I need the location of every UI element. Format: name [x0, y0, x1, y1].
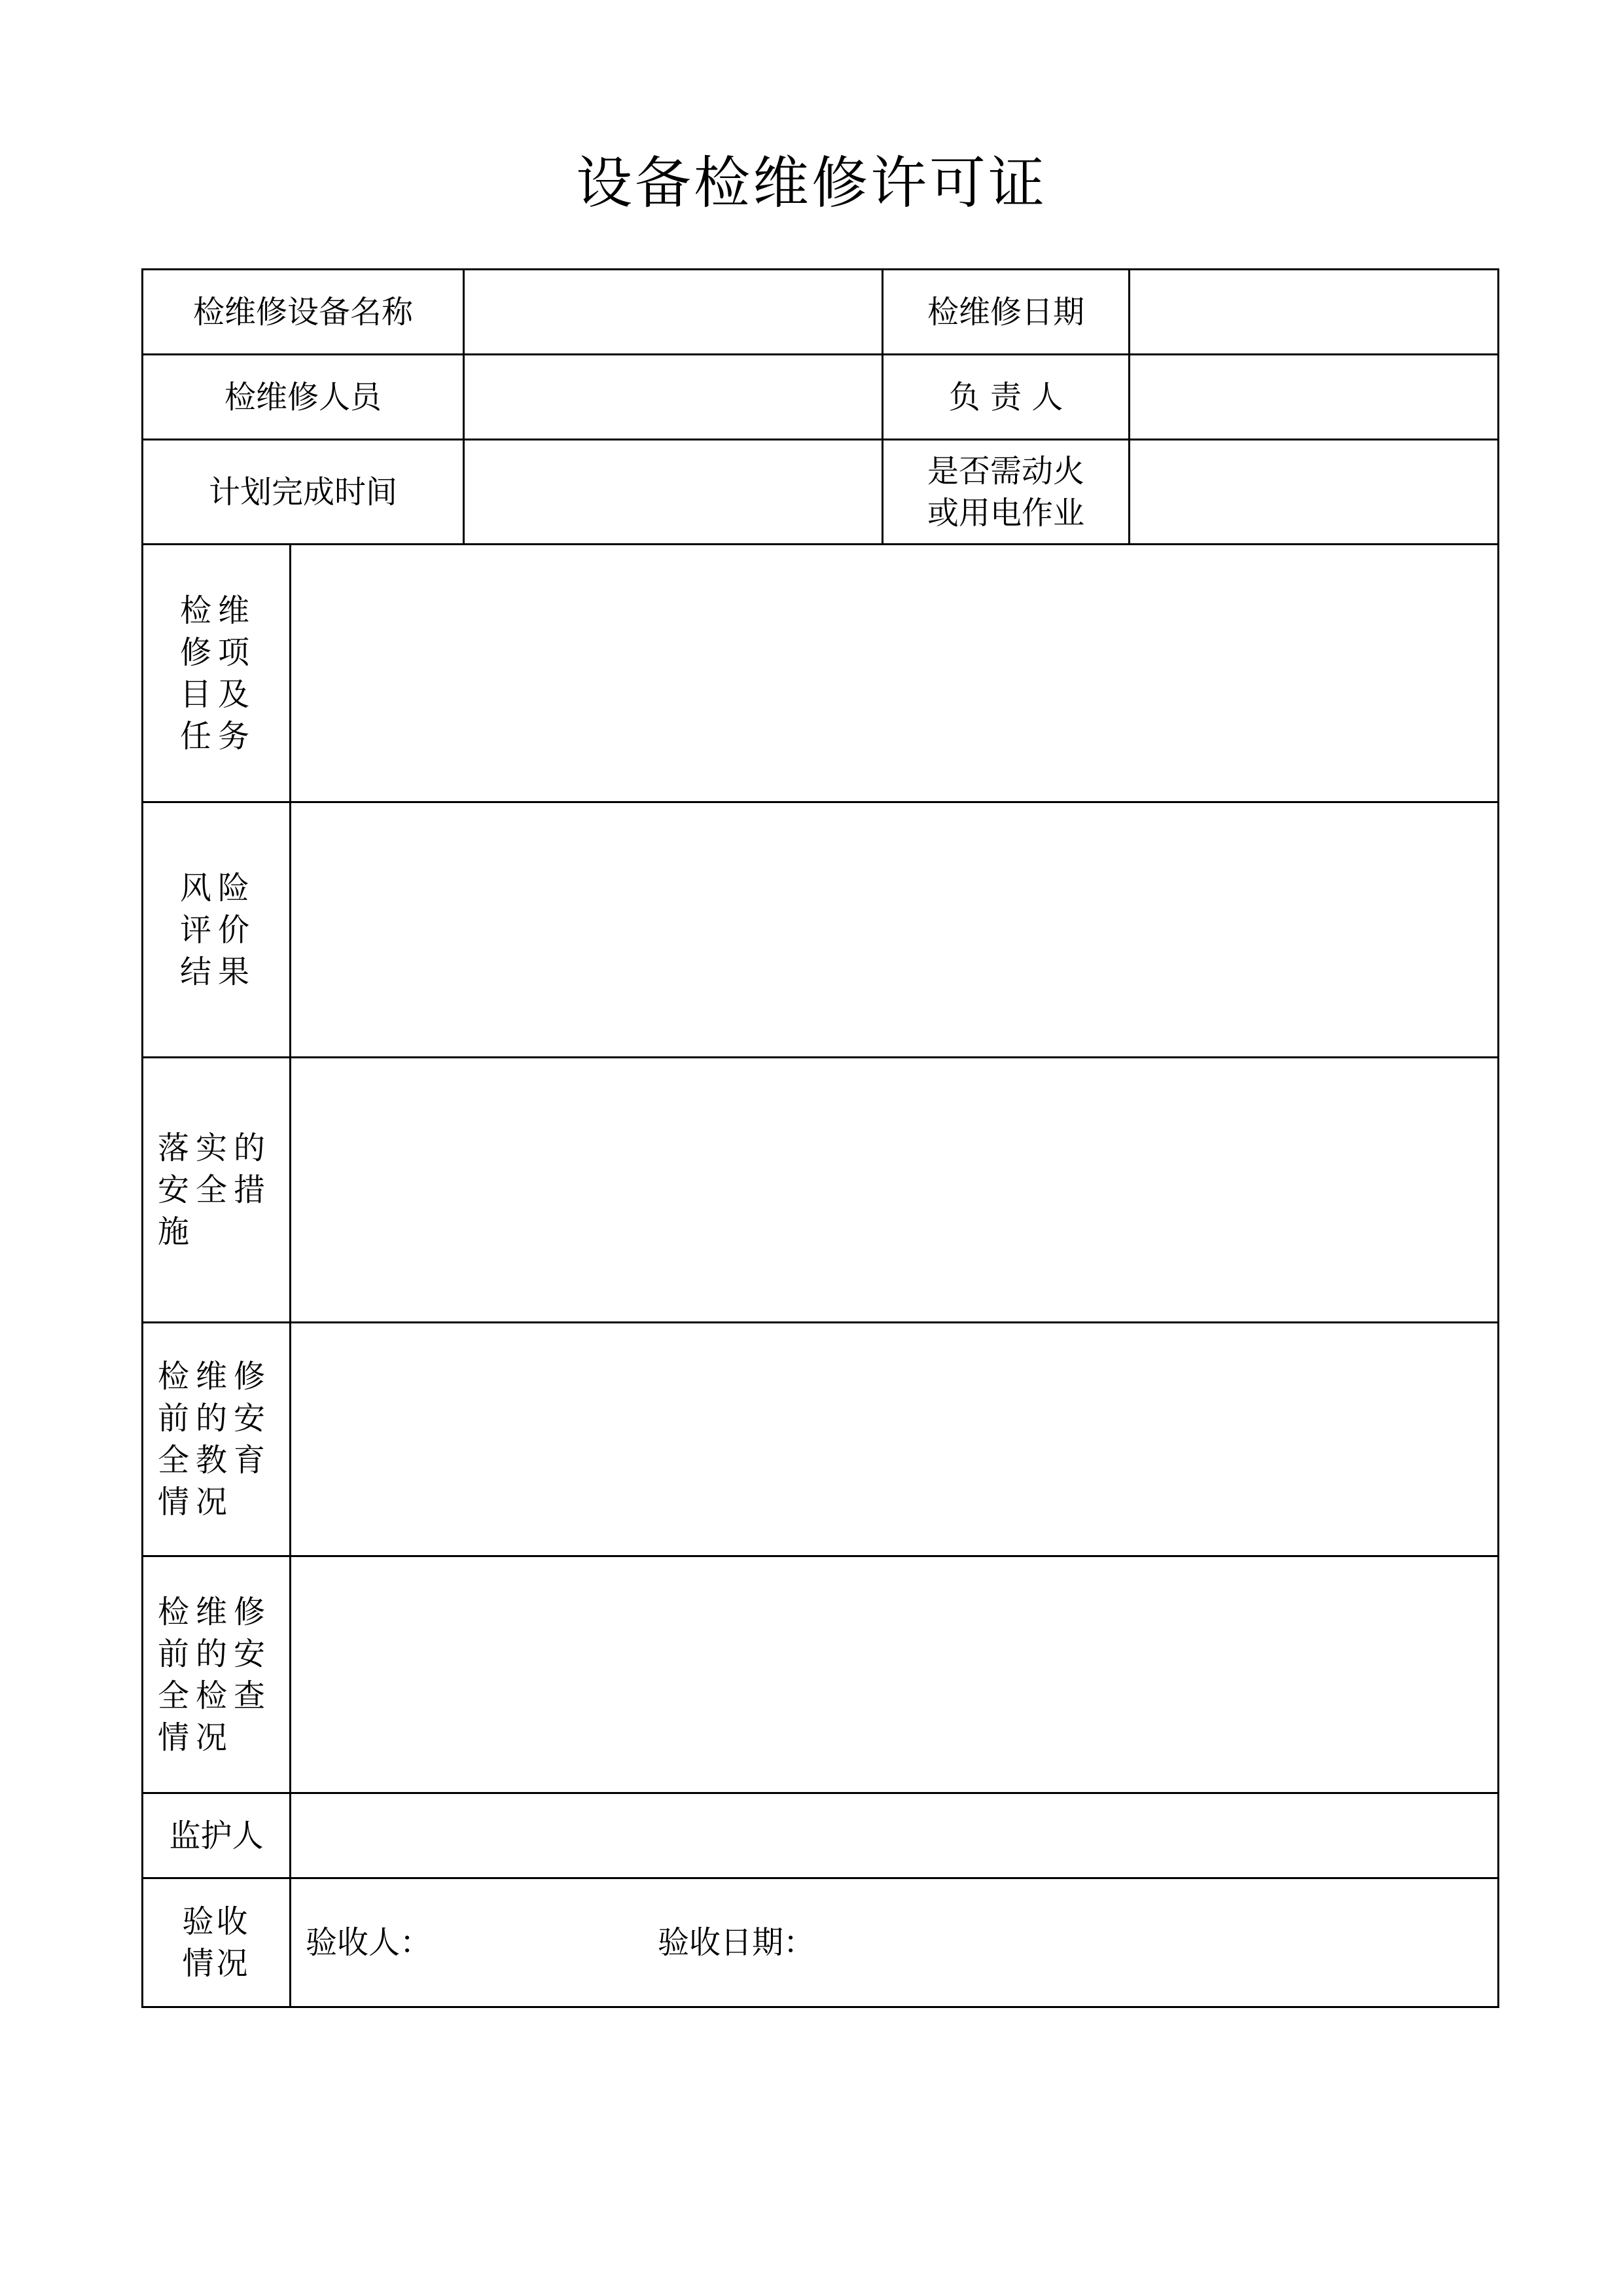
risk-assessment-field[interactable]: [291, 802, 1499, 1058]
safety-inspection-label: 检维修 前的安 全检查 情况: [143, 1556, 291, 1793]
acceptance-label: 验收 情况: [143, 1878, 291, 2007]
maintenance-staff-label: 检维修人员: [143, 355, 464, 440]
tasks-field[interactable]: [291, 545, 1499, 802]
maintenance-date-field[interactable]: [1130, 270, 1499, 355]
form-title: 设备检维修许可证: [576, 151, 1047, 216]
guardian-label: 监护人: [143, 1793, 291, 1878]
hot-work-label: 是否需动火 或用电作业: [883, 440, 1130, 545]
tasks-label: 检维 修项 目及 任务: [143, 545, 291, 802]
safety-education-field[interactable]: [291, 1323, 1499, 1556]
safety-inspection-field[interactable]: [291, 1556, 1499, 1793]
acceptance-cell: [291, 1878, 1499, 2007]
acceptor-label: 验收人：: [306, 1924, 432, 1961]
equipment-name-field[interactable]: [464, 270, 883, 355]
table-row: [143, 1793, 1499, 1878]
table-row: [143, 545, 1499, 802]
hot-work-field[interactable]: [1130, 440, 1499, 545]
safety-measures-label: 落实的 安全措 施: [143, 1058, 291, 1323]
table-row: [143, 1556, 1499, 1793]
acceptance-date-label: 验收日期：: [658, 1924, 815, 1961]
risk-assessment-label: 风险 评价 结果: [143, 802, 291, 1058]
table-row: [143, 802, 1499, 1058]
table-row: [143, 1323, 1499, 1556]
person-in-charge-field[interactable]: [1130, 355, 1499, 440]
table-row: [143, 355, 1499, 440]
table-row: [143, 1878, 1499, 2007]
table-row: [143, 1058, 1499, 1323]
table-row: [143, 440, 1499, 545]
maintenance-date-label: 检维修日期: [883, 270, 1130, 355]
maintenance-staff-field[interactable]: [464, 355, 883, 440]
safety-education-label: 检维修 前的安 全教育 情况: [143, 1323, 291, 1556]
person-in-charge-label: 负 责 人: [883, 355, 1130, 440]
table-row: [143, 270, 1499, 355]
safety-measures-field[interactable]: [291, 1058, 1499, 1323]
planned-completion-label: 计划完成时间: [143, 440, 464, 545]
permit-table: [141, 268, 1499, 2008]
equipment-name-label: 检维修设备名称: [143, 270, 464, 355]
guardian-field[interactable]: [291, 1793, 1499, 1878]
planned-completion-field[interactable]: [464, 440, 883, 545]
